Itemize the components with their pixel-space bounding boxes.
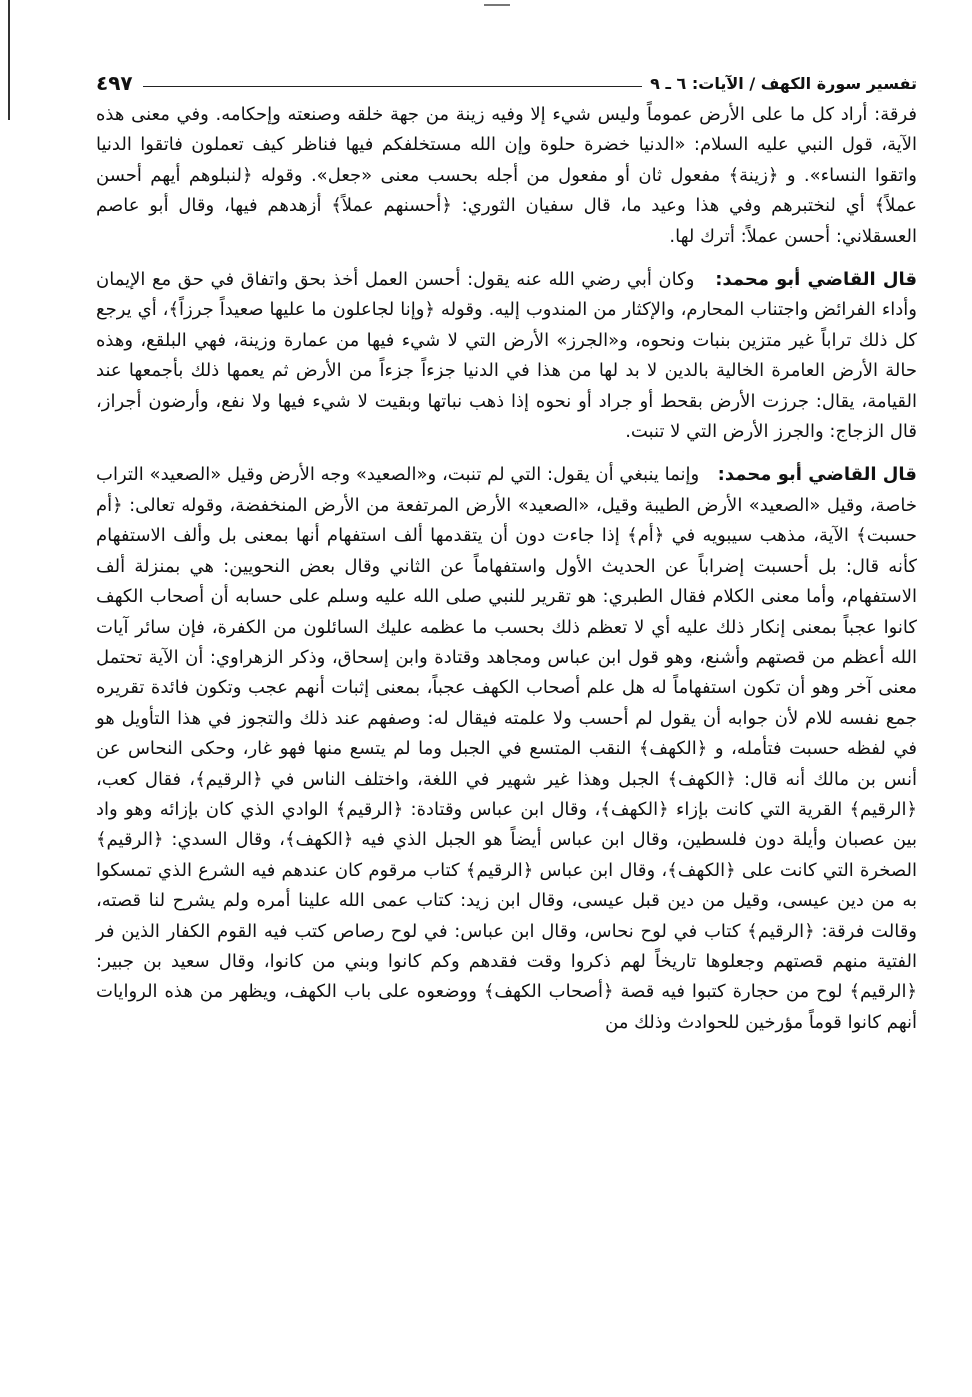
paragraph bbox=[96, 460, 917, 1038]
scan-left-edge bbox=[8, 0, 10, 120]
paragraph-speaker: قال القاضي أبو محمد: bbox=[700, 269, 917, 291]
page-number: ٤٩٧ bbox=[96, 71, 133, 95]
book-page bbox=[96, 66, 917, 1377]
paragraph bbox=[96, 265, 917, 447]
paragraph bbox=[96, 100, 917, 252]
scan-top-mark bbox=[484, 4, 510, 6]
paragraph-text: وإنما ينبغي أن يقول: التي لم تنبت، و«الصعيد» وجه الأرض وقيل «الصعيد» التراب خاصة، وقيل «الصعيد» الأرض الطيبة وقيل، «الصعيد» الأرض المرتفعة من الأرض المنخفضة، وقوله تعالى: ﴿أم حسبت﴾ الآية، مذهب سيبويه في ﴿أم﴾ إذا جاءت دون أن يتقدمها ألف استفهام أنها بمعنى بل وألف الاستفهام كأنه قال: بل أحسبت إضراباً عن الحديث الأول واستفهاماً عن الثاني وقال بعض النحويين: هي بمنزلة ألف الاستفهام، وأما معنى الكلام فقال الطبري: هو تقرير للنبي صلى الله عليه وسلم على حسابه أن أصحاب الكهف كانوا عجباً بمعنى إنكار ذلك عليه أي لا تعظم ذلك بحسب ما عظمه عليك السائلون من الكفرة، فإن سائر آيات الله أعظم من قصتهم وأشنع، وهو قول ابن عباس ومجاهد وقتادة وابن إسحاق، وذكر الزهراوي: أن الآية تحتمل معنى آخر وهو أن تكون استفهاماً له هل علم أصحاب الكهف عجباً، بمعنى إثبات أنهم عجب وتكون فائدة تقريره جمع نفسه للام لأن جوابه أن يقول لم أحسب ولا علمته فيقال له: وصفهم عند ذلك والتجوز في هذا التأويل هو في لفظه حسبت فتأمله، و ﴿الكهف﴾ النقب المتسع في الجبل وما لم يتسع منها فهو غار، وحكى النحاس عن أنس بن مالك أنه قال: ﴿الكهف﴾ الجبل وهذا غير شهير في اللغة، واختلف الناس في ﴿الرقيم﴾، فقال كعب، ﴿الرقيم﴾ القرية التي كانت بإزاء ﴿الكهف﴾، وقال ابن عباس وقتادة: ﴿الرقيم﴾ الوادي الذي كان بإزائه وهو واد بين عصبان وأيلة دون فلسطين، وقال ابن عباس أيضاً هو الجبل الذي فيه ﴿الكهف﴾، وقال السدي: ﴿الرقيم﴾ الصخرة التي كانت على ﴿الكهف﴾، وقال ابن عباس ﴿الرقيم﴾ كتاب مرقوم كان عندهم فيه الشرع الذي تمسكوا به من دين عيسى، وقيل من دين قبل عيسى، وقال ابن زيد: كتاب عمى الله علينا أمره ولم يشرح لنا قصته، وقالت فرقة: ﴿الرقيم﴾ كتاب في لوح نحاس، وقال ابن عباس: في لوح رصاص كتب فيه القوم الكفار الذين فر الفتية منهم قصتهم وجعلوها تاريخاً لهم ذكروا وقت فقدهم وكم كانوا وبني من كانوا، وقال سعيد بن جبير: ﴿الرقيم﴾ لوح من حجارة كتبوا فيه قصة ﴿أصحاب الكهف﴾ ووضعوه على باب الكهف، ويظهر من هذه الروايات أنهم كانوا قوماً مؤرخين للحوادث وذلك من bbox=[96, 464, 917, 1033]
running-header bbox=[96, 66, 917, 100]
header-rule bbox=[143, 86, 643, 87]
paragraph-text: وكان أبي رضي الله عنه يقول: أحسن العمل أخذ بحق واتفاق في حق مع الإيمان وأداء الفرائض واجتناب المحارم، والإكثار من المندوب إليه. وقوله ﴿وإنا لجاعلون ما عليها صعيداً جرزاً﴾، أي يرجع كل ذلك تراباً غير متزين بنبات ونحوه، و«الجرز» الأرض التي لا شيء فيها من عمارة وزينة، فهي البلقع، وهذه حالة الأرض العامرة الخالية بالدين لا بد لها من هذا في الدنيا جزءاً جزءاً من الأرض ثم يعمها ذلك بأجمعها عند القيامة، يقال: جرزت الأرض بقحط أو جراد أو نحوه إذا ذهب نباتها وبقيت لا شيء فيها ولا نفع، وأرضون أجراز، قال الزجاج: والجرز الأرض التي لا تنبت. bbox=[96, 269, 917, 443]
body-text bbox=[96, 100, 917, 1038]
running-title: تفسير سورة الكهف / الآيات: ٦ ـ ٩ bbox=[650, 73, 917, 93]
paragraph-text: فرقة: أراد كل ما على الأرض عموماً وليس شيء إلا وفيه زينة من جهة خلقه وصنعته وإحكامه. وفي معنى هذه الآية، قول النبي عليه السلام: «الدنيا خضرة حلوة وإن الله مستخلفكم فيها فناظر كيف تعملون فاتقوا الدنيا واتقوا النساء». و ﴿زينة﴾ مفعول ثان أو مفعول من أجله بحسب معنى «جعل». وقوله ﴿لنبلوهم أيهم أحسن عملاً﴾ أي لنختبرهم وفي هذا وعيد ما، قال سفيان الثوري: ﴿أحسنهم عملاً﴾ أزهدهم فيها، وقال أبو عاصم العسقلاني: أحسن عملاً: أترك لها. bbox=[96, 104, 917, 247]
paragraph-speaker: قال القاضي أبو محمد: bbox=[705, 464, 917, 486]
